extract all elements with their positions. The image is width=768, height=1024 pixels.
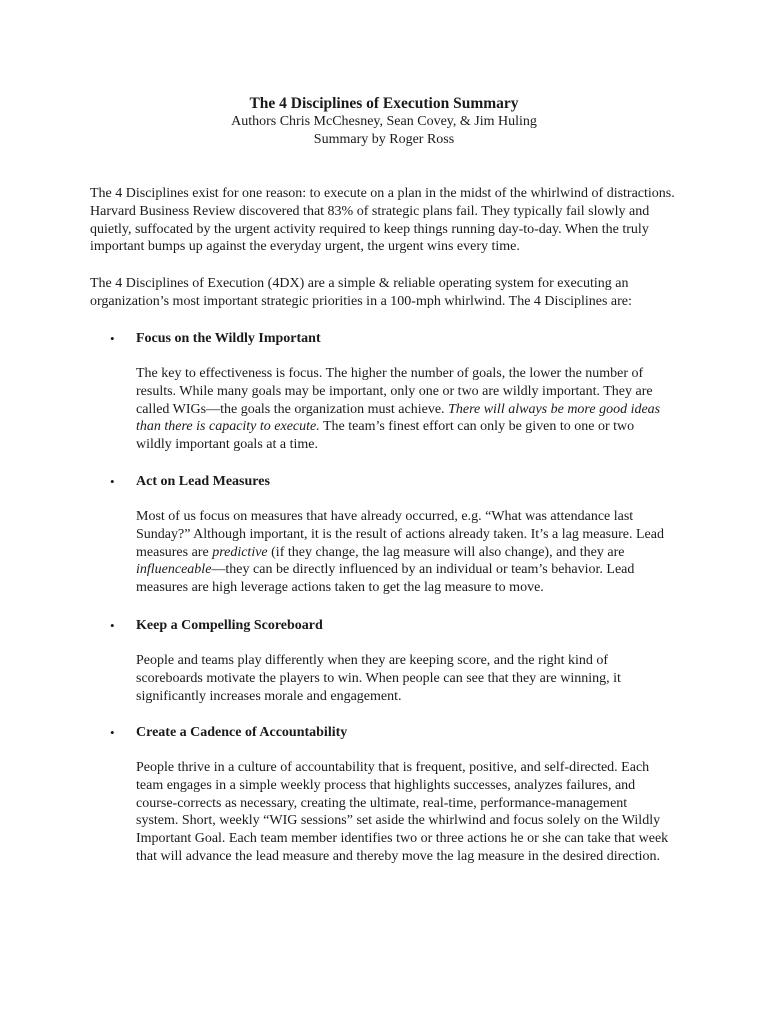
discipline-description bbox=[136, 508, 672, 597]
discipline-heading: Create a Cadence of Accountability bbox=[136, 725, 348, 740]
bullet-icon: • bbox=[110, 618, 115, 633]
description-text: People thrive in a culture of accountability that is frequent, positive, and self-directed. Each team engages in a simple weekly process that highlights successes, analyzes failures, and course-corrects as necessary, creating the ultimate, real-time, performance-management system. Short, weekly “WIG sessions” set aside the whirlwind and focus solely on the Wildly Important Goal. Each team member identifies two or three actions he or she can take that week that will advance the lead measure and thereby move the lag measure in the desired direction. bbox=[136, 760, 669, 864]
discipline-heading: Focus on the Wildly Important bbox=[136, 331, 321, 346]
description-text: Most of us focus on measures that have already occurred, e.g. “What was attendance last Sunday?” Although important, it is the result of actions already taken. It’s a lag measure. Lead measures are bbox=[136, 509, 664, 560]
document-header bbox=[0, 94, 768, 148]
authors-line: Authors Chris McChesney, Sean Covey, & Jim Huling bbox=[231, 114, 537, 129]
discipline-heading: Act on Lead Measures bbox=[136, 474, 270, 489]
emphasis-text: predictive bbox=[212, 544, 268, 560]
description-text: People and teams play differently when they are keeping score, and the right kind of scoreboards motivate the players to win. When people can see that they are winning, it significantly increases morale and engagement. bbox=[136, 653, 621, 704]
discipline-description bbox=[136, 759, 672, 866]
intro-paragraph-2: The 4 Disciplines of Execution (4DX) are a simple & reliable operating system for executing an organization’s most important strategic priorities in a 100-mph whirlwind. The 4 Disciplines are: bbox=[90, 276, 632, 309]
emphasis-text: influenceable bbox=[136, 562, 212, 578]
bullet-icon: • bbox=[110, 331, 115, 346]
discipline-description bbox=[136, 652, 672, 705]
emphasis-text: There will always be more good ideas than there is capacity to execute. bbox=[136, 401, 661, 435]
bullet-icon: • bbox=[110, 474, 115, 489]
discipline-description bbox=[136, 365, 672, 454]
description-text: (if they change, the lag measure will also change), and they are bbox=[267, 544, 625, 560]
summary-by-line: Summary by Roger Ross bbox=[313, 131, 455, 147]
description-text: —they can be directly influenced by an individual or team’s behavior. Lead measures are high leverage actions taken to get the lag measure to move. bbox=[136, 562, 635, 596]
page-title: The 4 Disciplines of Execution Summary bbox=[249, 95, 519, 112]
description-text: The key to effectiveness is focus. The higher the number of goals, the lower the number of results. While many goals may be important, only one or two are wildly important. They are called WIGs—the goals the organization must achieve. bbox=[136, 366, 653, 417]
discipline-heading: Keep a Compelling Scoreboard bbox=[136, 618, 323, 633]
description-text: The team’s finest effort can only be given to one or two wildly important goals at a time. bbox=[136, 419, 635, 453]
bullet-icon: • bbox=[110, 725, 115, 740]
intro-paragraph-1: The 4 Disciplines exist for one reason: to execute on a plan in the midst of the whirlwind of distractions. Harvard Business Review discovered that 83% of strategic plans fail. They typically fail slowly and quietly, suffocated by the urgent activity required to keep things running day-to-day. When the truly important bumps up against the everyday urgent, the urgent wins every time. bbox=[90, 186, 675, 255]
